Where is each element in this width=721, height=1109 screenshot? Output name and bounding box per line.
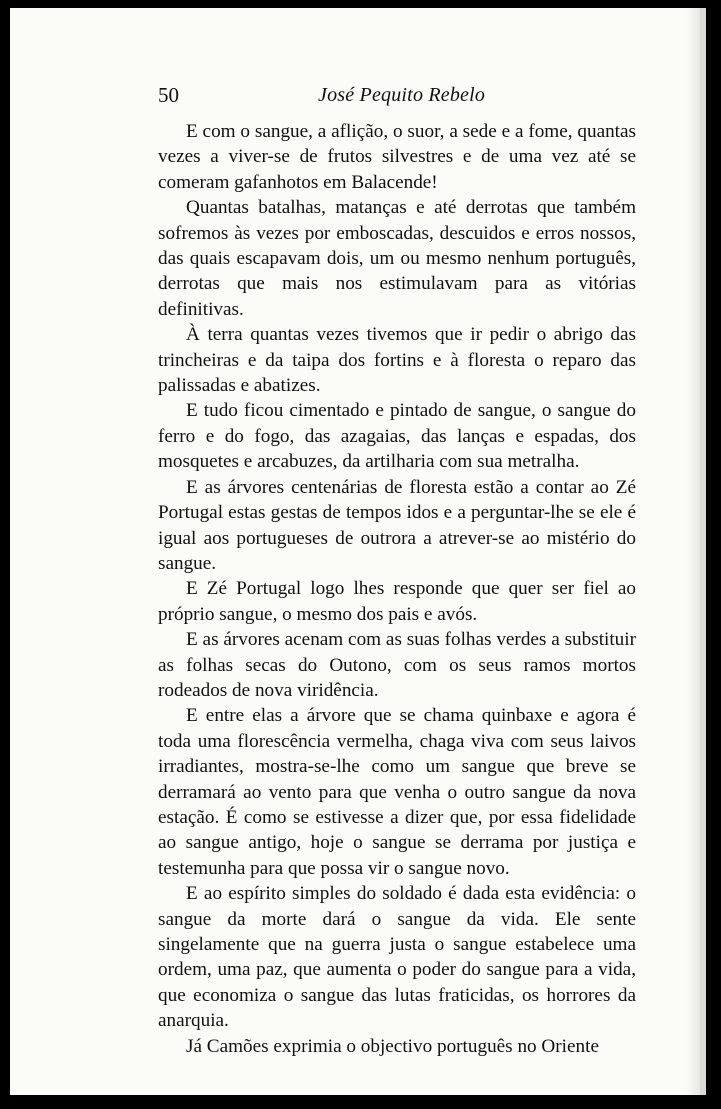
paragraph <box>158 627 636 703</box>
paragraph-text: Já Camões exprimia o objectivo português no Oriente <box>186 1035 599 1057</box>
page-header <box>158 80 636 110</box>
paragraph-text: E tudo ficou cimentado e pintado de sangue, o sangue do ferro e do fogo, das azagaias, das lanças e espadas, dos mosquetes e arcabuzes, da artilharia com sua metralha. <box>158 400 636 473</box>
paragraph-text: E ao espírito simples do soldado é dada esta evidência: o sangue da morte dará o sangue da vida. Ele sente singelamente que na guerra justa o sangue estabelece uma ordem, uma paz, que aumenta o poder do sangue para a vida, que economiza o sangue das lutas fraticidas, os horrores da anarquia. <box>158 883 636 1032</box>
paragraph-text: Quantas batalhas, matanças e até derrotas que também sofremos às vezes por emboscadas, descuidos e erros nossos, das quais escapavam dois, um ou mesmo nenhum português, derrotas que mais nos estimulavam para as vitórias definitivas. <box>158 197 636 320</box>
paragraph <box>158 119 636 195</box>
paragraph-text: E com o sangue, a aflição, o suor, a sede e a fome, quantas vezes a viver-se de frutos silvestres e de uma vez até se comeram gafanhotos em Balacende! <box>158 121 636 193</box>
paragraph <box>158 703 636 881</box>
paragraph-text: À terra quantas vezes tivemos que ir pedir o abrigo das trincheiras e da taipa dos fortins e à floresta o reparo das palissadas e abatizes. <box>158 324 636 397</box>
paragraph-text: E as árvores centenárias de floresta estão a contar ao Zé Portugal estas gestas de tempos idos e a perguntar-lhe se ele é igual aos portugueses de outrora a atrever-se ao mistério do sangue. <box>158 476 636 574</box>
paragraph <box>158 475 636 577</box>
paragraph <box>158 195 636 322</box>
paragraph <box>158 881 636 1033</box>
paragraph <box>158 322 636 398</box>
paragraph-text: E as árvores acenam com as suas folhas verdes a substituir as folhas secas do Outono, com os seus ramos mortos rodeados de nova viridência. <box>158 629 636 701</box>
paragraph-text: E Zé Portugal logo lhes responde que quer ser fiel ao próprio sangue, o mesmo dos pais e avós. <box>158 578 636 625</box>
running-title: José Pequito Rebelo <box>318 84 486 106</box>
paragraph <box>158 398 636 474</box>
body-text <box>158 119 636 1059</box>
paragraph <box>158 576 636 627</box>
page-number: 50 <box>158 83 179 107</box>
paragraph-text: E entre elas a árvore que se chama quinbaxe e agora é toda uma florescência vermelha, chaga viva com seus laivos irradiantes, mostra-se-lhe como um sangue que breve se derramará ao vento para que venha o outro sangue da nova estação. É como se estivesse a dizer que, por essa fidelidade ao sangue antigo, hoje o sangue se derrama por justiça e testemunha para que possa vir o sangue novo. <box>158 705 636 879</box>
book-page <box>10 8 706 1095</box>
paragraph <box>158 1034 636 1059</box>
